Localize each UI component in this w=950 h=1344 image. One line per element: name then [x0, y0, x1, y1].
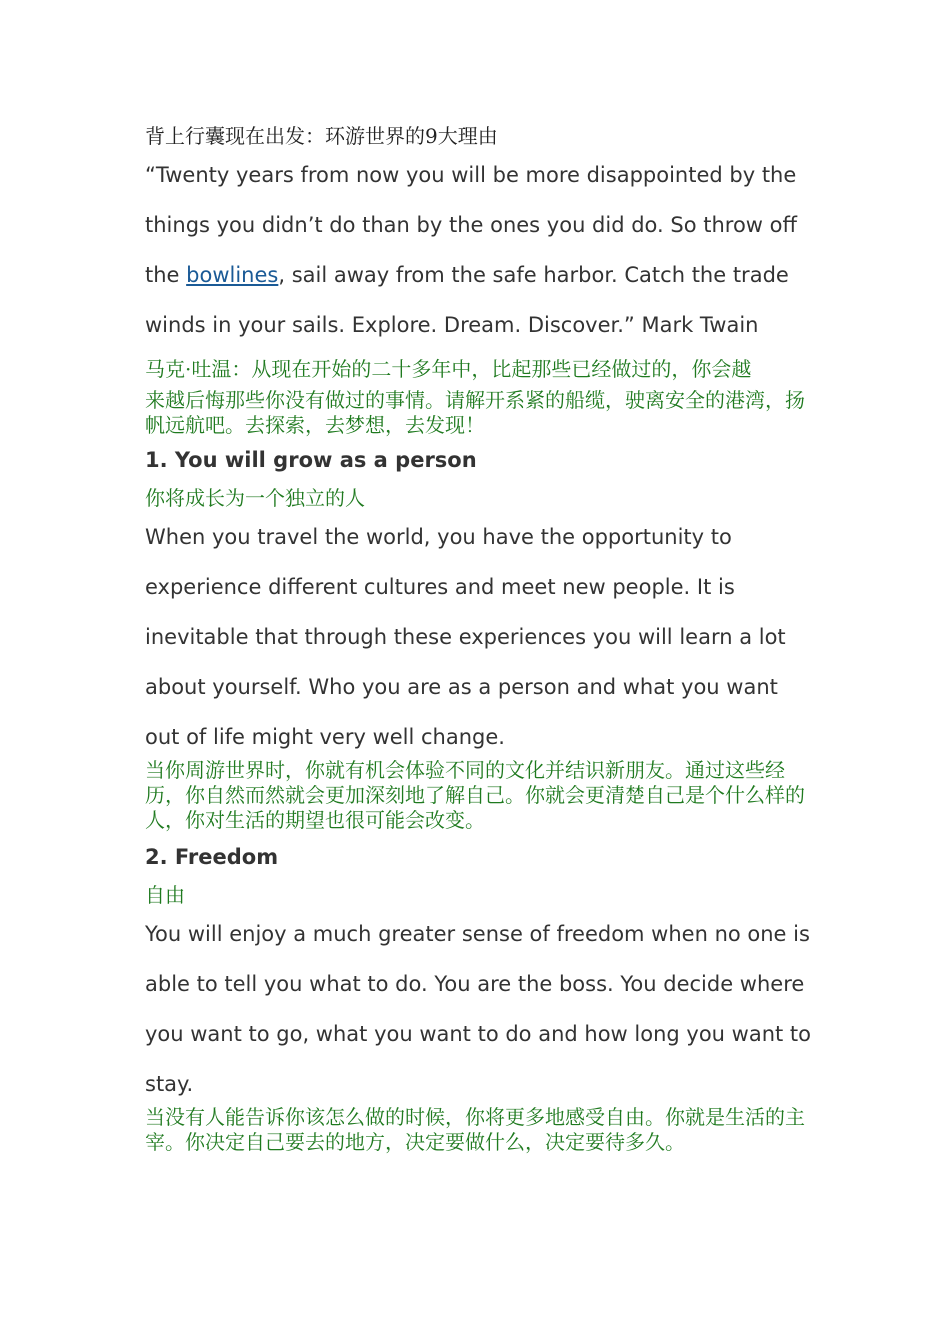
- quote-translation: [145, 350, 815, 438]
- section-body-grow-zh: 当你周游世界时，你就有机会体验不同的文化并结识新朋友。通过这些经历，你自然而然就会更加深刻地了解自己。你就会更清楚自己是个什么样的人，你对生活的期望也很可能会改变。: [145, 758, 805, 832]
- section-body-grow: When you travel the world, you have the opportunity to experience different cultures and meet new people. It is inevitable that through these experiences you will learn a lot about yourself. Who you are as a person and what you want out of life might very well change.: [145, 525, 786, 749]
- quote-text-start: “Twenty years from now you will be more disappointed by the things you didn’t do than by the ones you did do. So throw off the: [145, 163, 797, 287]
- section-heading-grow: 1. You will grow as a person: [145, 448, 477, 472]
- twain-quote: [145, 150, 815, 350]
- quote-text-end: , sail away from the safe harbor. Catch the trade winds in your sails. Explore. Dream. Discover.” Mark Twain: [145, 263, 789, 337]
- section-heading-freedom: 2. Freedom: [145, 845, 279, 869]
- bowlines-link[interactable]: bowlines: [186, 263, 279, 287]
- section-body-freedom: You will enjoy a much greater sense of freedom when no one is able to tell you what to do. You are the boss. You decide where you want to go, what you want to do and how long you want to stay.: [145, 922, 812, 1096]
- section-subheading-grow-zh: 你将成长为一个独立的人: [145, 486, 365, 510]
- section-subheading-freedom-zh: 自由: [145, 883, 185, 907]
- document-title: 背上行囊现在出发：环游世界的9大理由: [145, 124, 498, 148]
- quote-translation-line1: 马克·吐温：从现在开始的二十多年中，比起那些已经做过的，你会越: [145, 357, 752, 381]
- quote-translation-rest: 来越后悔那些你没有做过的事情。请解开系紧的船缆，驶离安全的港湾，扬帆远航吧。去探索，去梦想，去发现！: [145, 388, 805, 437]
- document-page: [145, 120, 815, 1155]
- section-body-freedom-zh: 当没有人能告诉你该怎么做的时候，你将更多地感受自由。你就是生活的主宰。你决定自己要去的地方，决定要做什么，决定要待多久。: [145, 1105, 805, 1154]
